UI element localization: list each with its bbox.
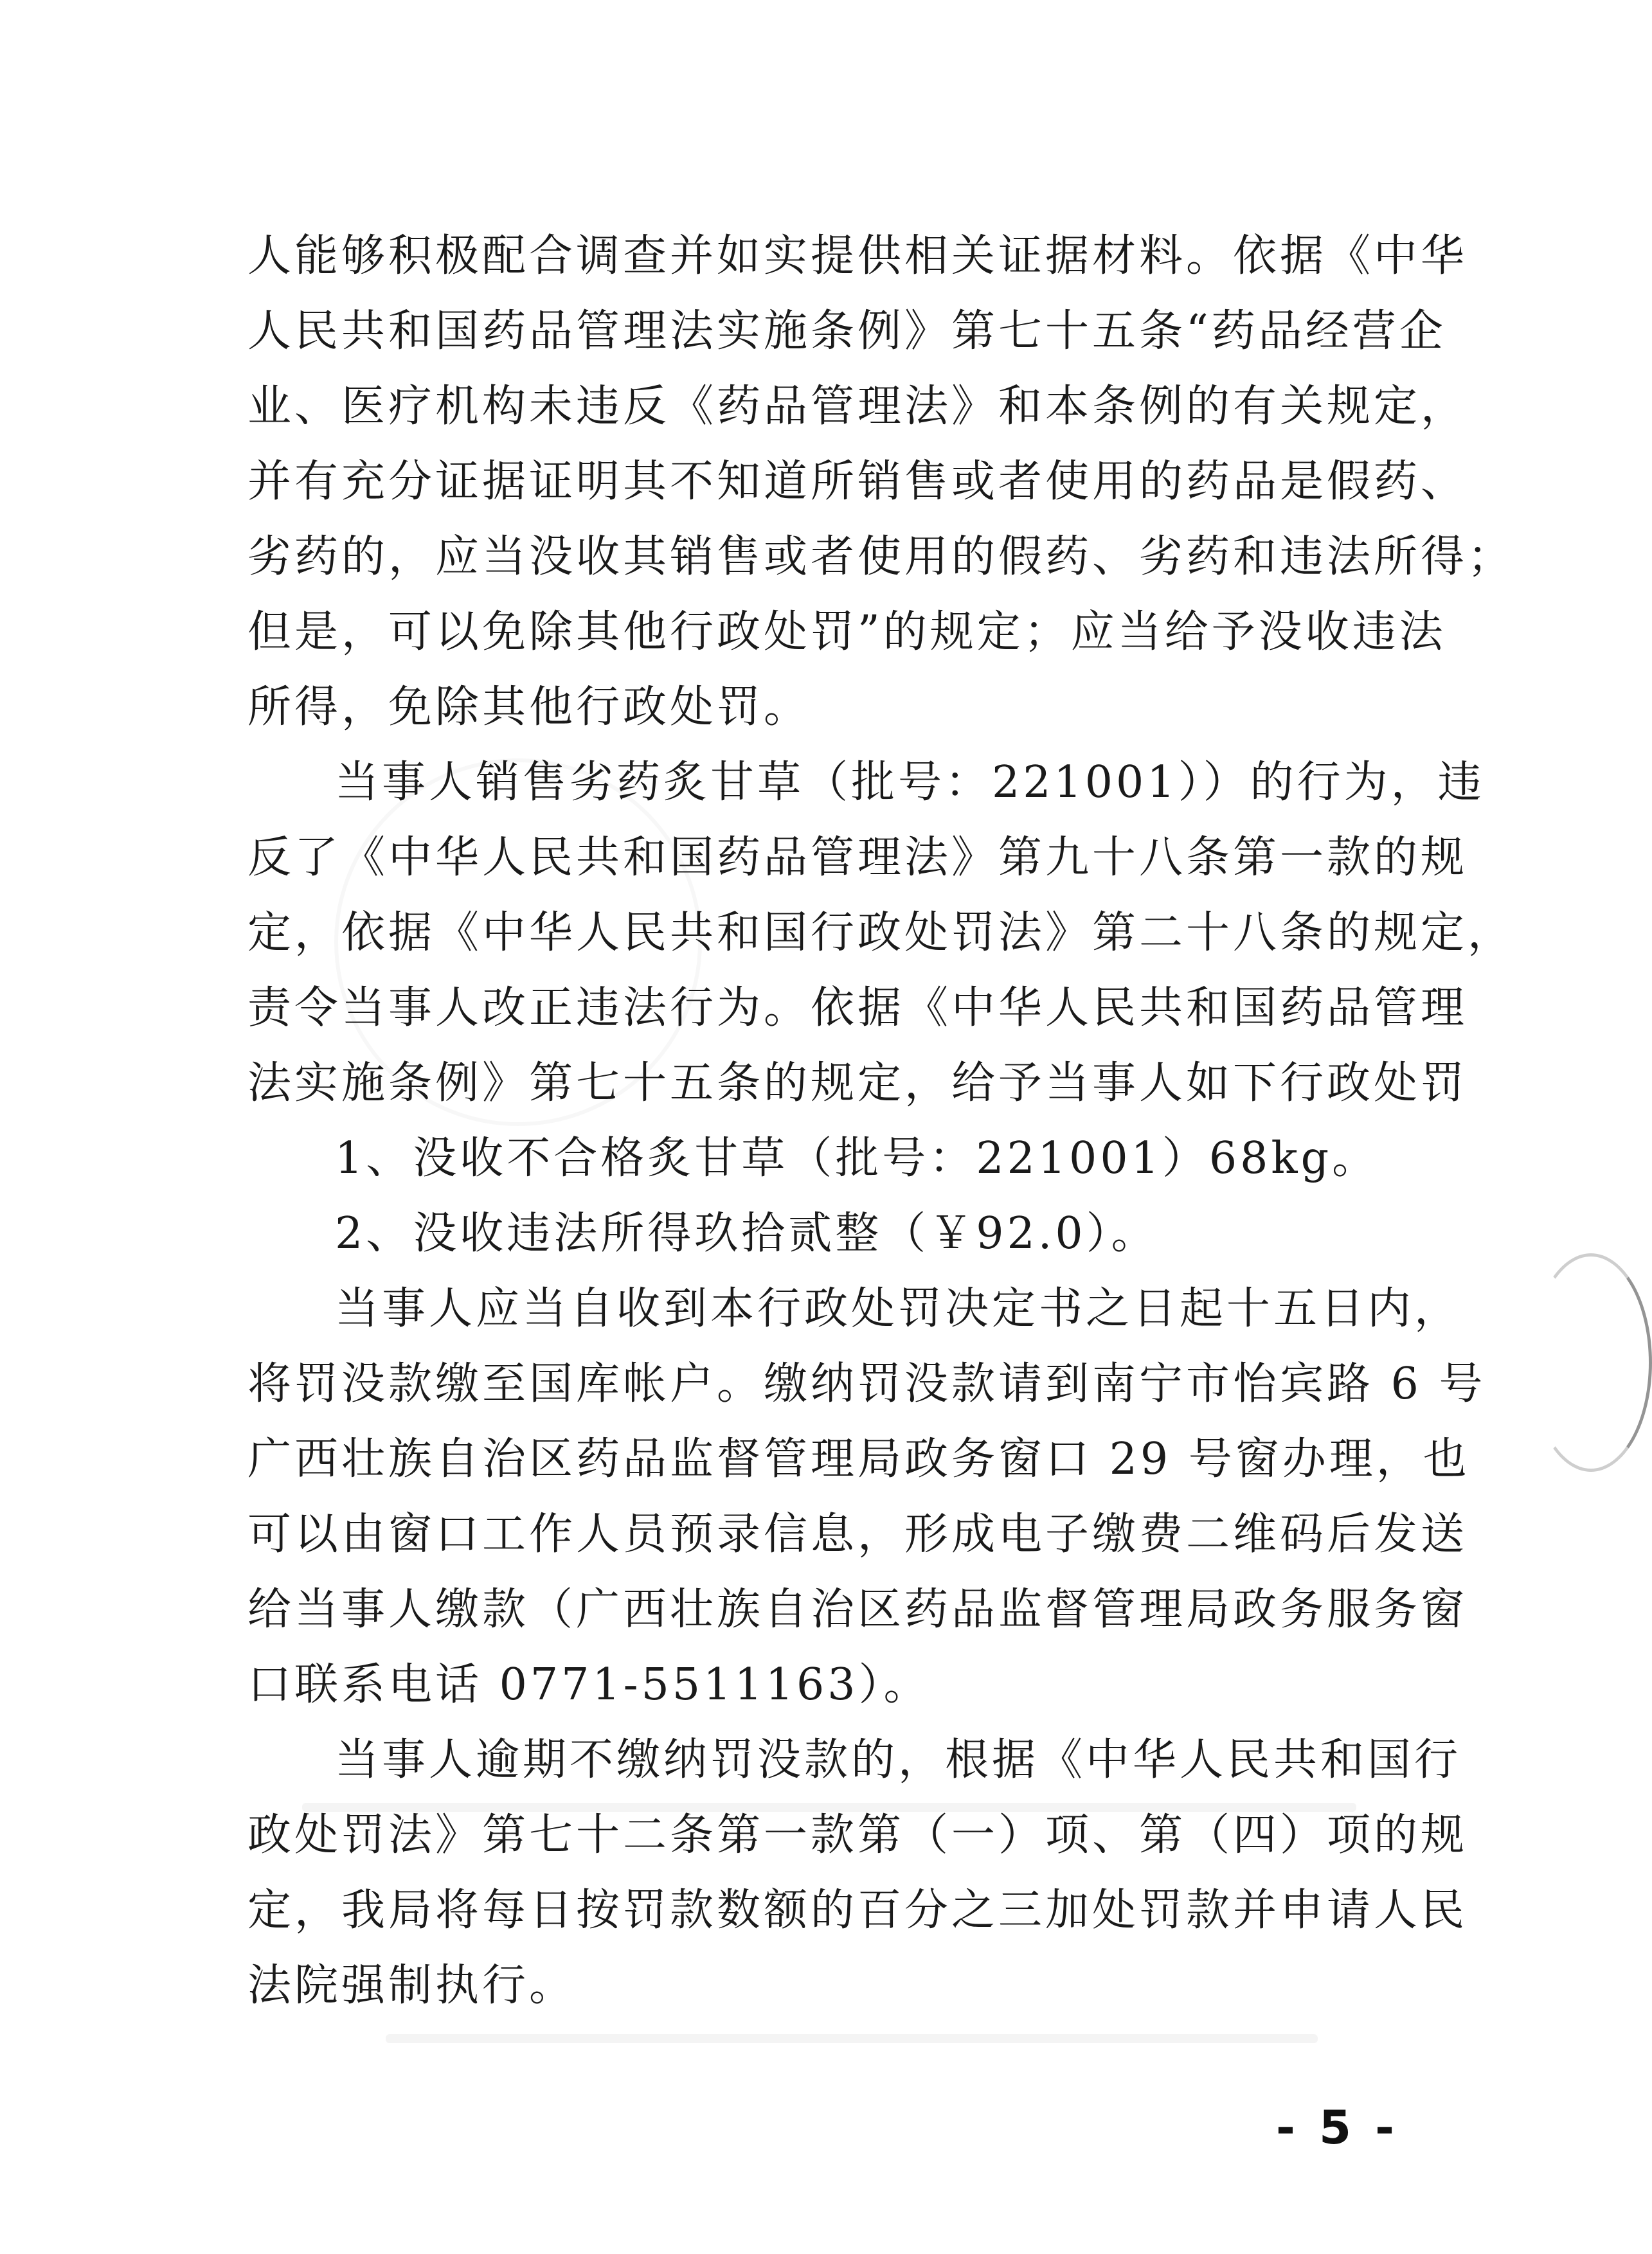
text-line: 所得，免除其他行政处罚。 <box>247 682 811 733</box>
body-text <box>247 219 1515 2023</box>
text-line: 法院强制执行。 <box>247 1960 577 2011</box>
text-line: 劣药的，应当没收其销售或者使用的假药、劣药和违法所得； <box>247 532 1515 582</box>
text-line: 业、医疗机构未违反《药品管理法》和本条例的有关规定， <box>247 381 1468 432</box>
text-line: 政处罚法》第七十二条第一款第（一）项、第（四）项的规 <box>247 1810 1468 1861</box>
text-line: 可以由窗口工作人员预录信息，形成电子缴费二维码后发送 <box>247 1509 1468 1560</box>
text-line: 反了《中华人民共和国药品管理法》第九十八条第一款的规 <box>247 832 1468 883</box>
text-line: 当事人应当自收到本行政处罚决定书之日起十五日内， <box>335 1284 1462 1334</box>
text-line: 并有充分证据证明其不知道所销售或者使用的药品是假药、 <box>247 456 1468 507</box>
page-number: - 5 - <box>1276 2100 1398 2154</box>
text-line: 给当事人缴款（广西壮族自治区药品监督管理局政务服务窗 <box>247 1584 1468 1635</box>
text-line: 当事人逾期不缴纳罚没款的，根据《中华人民共和国行 <box>335 1735 1462 1785</box>
text-line: 口联系电话 0771-5511163）。 <box>247 1659 931 1710</box>
text-line: 当事人销售劣药炙甘草（批号：221001））的行为，违 <box>335 757 1485 808</box>
text-line: 定，依据《中华人民共和国行政处罚法》第二十八条的规定， <box>247 908 1515 958</box>
text-line: 但是，可以免除其他行政处罚”的规定；应当给予没收违法 <box>247 607 1446 657</box>
penalty-item: 1、没收不合格炙甘草（批号：221001）68kg。 <box>335 1133 1379 1184</box>
text-line: 人能够积极配合调查并如实提供相关证据材料。依据《中华 <box>247 231 1468 282</box>
bleed-through-line <box>386 2034 1318 2043</box>
text-line: 定，我局将每日按罚款数额的百分之三加处罚款并申请人民 <box>247 1885 1468 1936</box>
text-line: 将罚没款缴至国库帐户。缴纳罚没款请到南宁市怡宾路 6 号 <box>247 1359 1486 1409</box>
edge-seal-stamp <box>1530 1253 1652 1472</box>
text-line: 人民共和国药品管理法实施条例》第七十五条“药品经营企 <box>247 306 1446 357</box>
text-line: 责令当事人改正违法行为。依据《中华人民共和国药品管理 <box>247 983 1468 1033</box>
text-line: 广西壮族自治区药品监督管理局政务窗口 29 号窗办理，也 <box>247 1434 1470 1485</box>
text-line: 法实施条例》第七十五条的规定，给予当事人如下行政处罚 <box>247 1058 1468 1109</box>
penalty-item: 2、没收违法所得玖拾贰整（￥92.0）。 <box>335 1208 1158 1259</box>
